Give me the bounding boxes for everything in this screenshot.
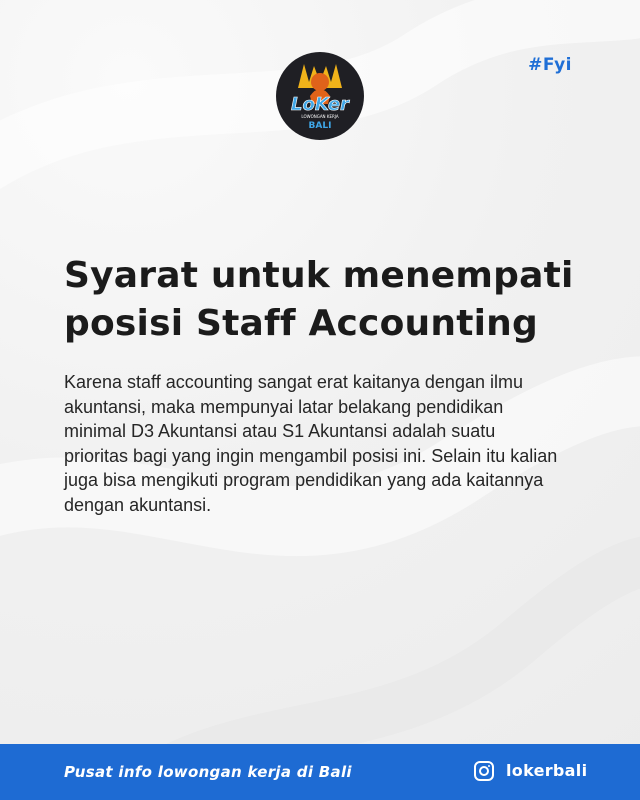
logo-region: BALI [308,121,332,131]
instagram-handle[interactable]: lokerbali [506,761,588,780]
logo-tagline: LOWONGAN KERJA [301,114,339,119]
hashtag-label: #Fyi [528,55,572,75]
logo-brand: LoKer [291,94,349,115]
post-body: Karena staff accounting sangat erat kaitanya dengan ilmu akuntansi, maka mempunyai latar belakang pendidikan minimal D3 Akuntansi atau S1 Akuntansi adalah suatu prioritas bagi yang ingin mengambil posisi ini. Selain itu kalian juga bisa mengikuti program pendidikan yang ada kaitannya dengan akuntansi. [64,372,558,515]
post-title: Syarat untuk menempati posisi Staff Accounting [64,255,574,344]
footer-bar [0,744,640,800]
footer-tagline: Pusat info lowongan kerja di Bali [64,763,352,781]
lokerbali-logo [276,52,364,140]
instagram-icon [474,761,494,781]
